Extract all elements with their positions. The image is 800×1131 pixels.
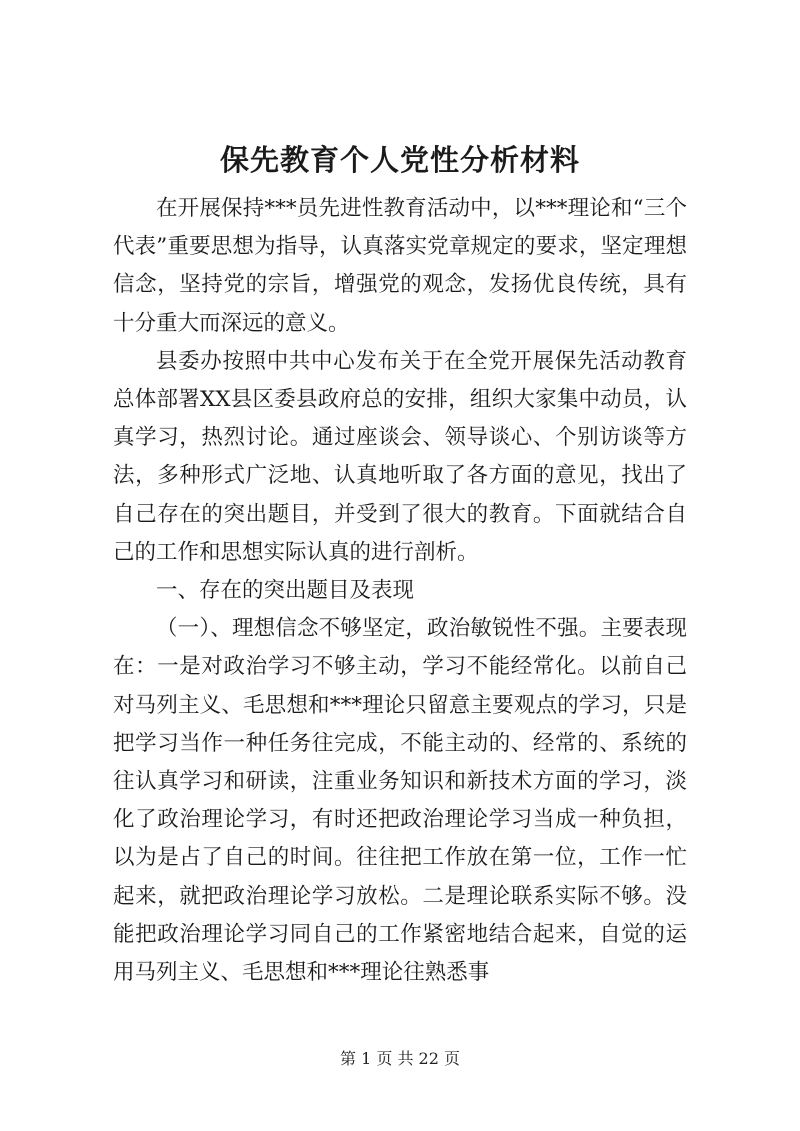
paragraph-background: 县委办按照中共中心发布关于在全党开展保先活动教育总体部署XX县区委县政府总的安排，组织大家集中动员，认真学习，热烈讨论。通过座谈会、领导谈心、个别访谈等方法，多种形式广泛地、认真地听取了各方面的意见，找出了自己存在的突出题目，并受到了很大的教育。下面就结合自己的工作和思想实际认真的进行剖析。 <box>113 348 687 565</box>
subsection-paragraph: （一）、理想信念不够坚定，政治敏锐性不强。主要表现在：一是对政治学习不够主动，学习不能经常化。以前自己对马列主义、毛思想和***理论只留意主要观点的学习，只是把学习当作一种任务往完成，不能主动的、经常的、系统的往认真学习和研读，注重业务知识和新技术方面的学习，淡化了政治理论学习，有时还把政治理论学习当成一种负担，以为是占了自己的时间。往往把工作放在第一位，工作一忙起来，就把政治理论学习放松。二是理论联系实际不够。没能把政治理论学习同自己的工作紧密地结合起来，自觉的运用马列主义、毛思想和***理论往熟悉事 <box>113 616 687 986</box>
page-number-footer: 第 1 页 共 22 页 <box>340 1049 460 1068</box>
document-title: 保先教育个人党性分析材料 <box>219 143 580 177</box>
document-body <box>113 190 687 992</box>
section-heading: 一、存在的突出题目及表现 <box>156 578 415 604</box>
paragraph-intro: 在开展保持***员先进性教育活动中，以***理论和“三个代表”重要思想为指导，认真落实党章规定的要求，坚定理想信念，坚持党的宗旨，增强党的观念，发扬优良传统，具有十分重大而深远的意义。 <box>113 196 687 336</box>
